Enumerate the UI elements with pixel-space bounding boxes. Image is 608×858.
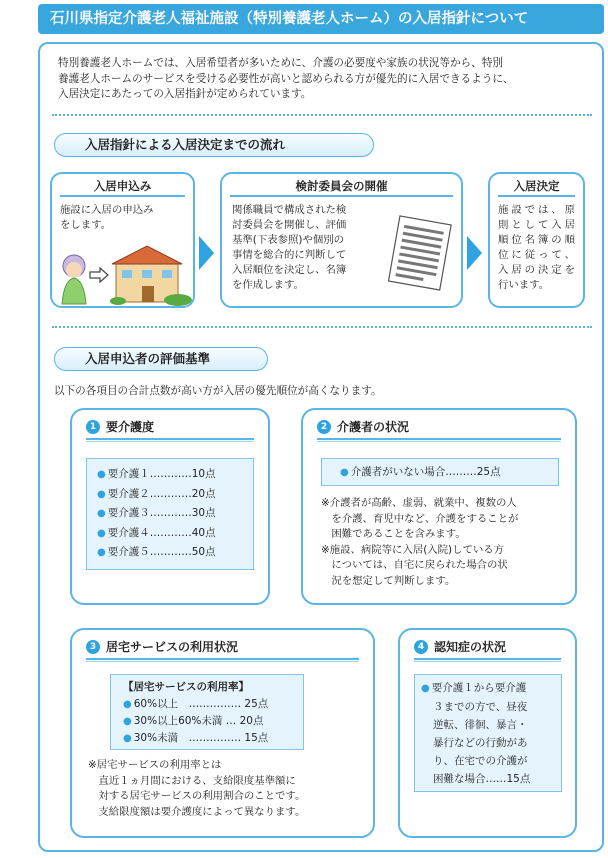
flow-step-text: 施設に入居の申込み	[60, 204, 154, 216]
card-home-service-usage	[70, 628, 375, 838]
note-line: ※介護者が高齢、虚弱、就業中、複数の人	[321, 497, 517, 509]
flow-step-text: 入居の決定を	[498, 264, 575, 276]
list-item: ● 要介護２…………20点	[97, 487, 216, 500]
card-title-text: 要介護度	[106, 420, 155, 434]
intro-line: 入居決定にあたっての入居指針が定められています。	[58, 88, 312, 100]
card-caregiver-status	[301, 408, 577, 605]
flow-step-text: を作成します。	[232, 279, 304, 291]
note-line: 対する居宅サービスの利用割合のことです。	[88, 790, 306, 802]
flow-step-text: 基準(下表参照)や個別の	[232, 234, 345, 246]
flow-step-apply	[50, 172, 195, 308]
criteria-section-title: 入居申込者の評価基準	[54, 347, 268, 371]
list-item: ● 要介護３…………30点	[97, 507, 216, 519]
flow-step-title: 入居申込み	[60, 178, 185, 197]
note-line: ※居宅サービスの利用率とは	[88, 759, 222, 771]
divider	[414, 658, 561, 660]
flow-step-title: 検討委員会の開催	[230, 178, 453, 197]
note-line: については、自宅に戻られた場合の状	[321, 559, 508, 571]
note-line: 直近１ヵ月間における、支給限度基準額に	[88, 774, 296, 787]
divider	[317, 441, 561, 442]
score-list	[414, 674, 562, 792]
flow-step-decision	[488, 172, 585, 308]
list-item: ● 要介護５…………50点	[97, 546, 216, 558]
score-list-title: 【居宅サービスの利用率】	[123, 681, 249, 693]
number-badge: 1	[86, 420, 100, 434]
card-care-level	[70, 408, 270, 605]
divider	[86, 658, 359, 660]
flow-step-text: 順位名簿の順	[498, 234, 575, 246]
note-line: 困難であることを含みます。	[321, 528, 466, 540]
flow-step-text: 位に従って、	[498, 249, 575, 261]
list-item-cont: 困難な場合……15点	[433, 773, 531, 785]
list-item: ● 要介護４…………40点	[97, 526, 216, 539]
note-line: を介護、育児中など、介護をすることが	[321, 512, 519, 525]
list-item: ● 要介護１…………10点	[97, 468, 216, 480]
score-list	[321, 458, 559, 486]
list-item: ● 30%以上60%未満 … 20点	[123, 715, 264, 727]
number-badge: 3	[86, 640, 100, 654]
note-line: 支給限度額は要介護度によって異なります。	[88, 805, 306, 818]
flow-step-text: をします。	[60, 219, 112, 231]
intro-line: 養護老人ホームのサービスを受ける必要性が高いと認められる方が優先的に入居できるように、	[58, 72, 514, 85]
divider	[86, 661, 359, 662]
intro-text	[58, 56, 598, 103]
list-item-cont: ３までの方で、昼夜	[433, 701, 528, 713]
flow-section-title: 入居指針による入居決定までの流れ	[54, 133, 374, 157]
card-title-text: 認知症の状況	[434, 640, 507, 654]
score-list	[110, 674, 304, 750]
card-title	[317, 418, 409, 435]
flow-step-text: 入居順位を決定し、名簿	[232, 264, 347, 276]
list-item-cont: 暴行などの行動があ	[433, 737, 528, 749]
divider	[86, 438, 254, 440]
divider	[414, 661, 561, 662]
flow-step-text: 事情を総合的に判断して	[232, 249, 347, 261]
flow-step-text: 関係職員で構成された検	[232, 204, 347, 216]
card-title-text: 居宅サービスの利用状況	[106, 640, 239, 654]
list-item: ● 60%以上 …………… 25点	[123, 698, 269, 710]
number-badge: 2	[317, 420, 331, 434]
divider	[317, 438, 561, 440]
divider	[52, 114, 592, 116]
note-line: ※施設、病院等に入居(入院)している方	[321, 543, 505, 556]
page-title: 石川県指定介護老人福祉施設（特別養護老人ホーム）の入居指針について	[38, 4, 604, 34]
list-item-cont: 逆転、徘徊、暴言・	[433, 719, 528, 731]
card-title	[86, 638, 238, 655]
card-title-text: 介護者の状況	[337, 420, 410, 434]
score-list	[86, 458, 254, 570]
card-title	[86, 418, 154, 435]
flow-step-committee	[220, 172, 463, 308]
elderly-person-to-facility-illustration	[56, 244, 194, 306]
flow-step-text: 行います。	[498, 279, 550, 291]
card-notes	[88, 758, 305, 820]
list-item: ● 要介護１から要介護	[421, 682, 527, 694]
list-item: ● 30%未満 …………… 15点	[123, 732, 269, 744]
flow-step-title: 入居決定	[498, 178, 575, 197]
arrow-right-icon	[199, 236, 214, 270]
card-dementia-status	[398, 628, 577, 838]
list-item-cont: り、在宅での介護が	[433, 755, 528, 767]
flow-step-text: 討委員会を開催し、評価	[232, 219, 347, 231]
divider	[86, 441, 254, 442]
document-list-icon	[380, 212, 460, 292]
arrow-right-icon	[467, 236, 482, 270]
number-badge: 4	[414, 640, 428, 654]
card-title	[414, 638, 506, 655]
note-line: 況を想定して判断します。	[321, 574, 456, 587]
list-item: ● 介護者がいない場合………25点	[340, 466, 501, 478]
card-notes	[321, 496, 518, 589]
flow-step-text: 施設では、原	[498, 204, 575, 216]
flow-step-text: 則として入居	[498, 219, 575, 231]
divider	[52, 326, 592, 328]
intro-line: 特別養護老人ホームでは、入居希望者が多いために、介護の必要度や家族の状況等から、特別	[58, 57, 503, 69]
criteria-intro: 以下の各項目の合計点数が高い方が入居の優先順位が高くなります。	[54, 385, 382, 397]
